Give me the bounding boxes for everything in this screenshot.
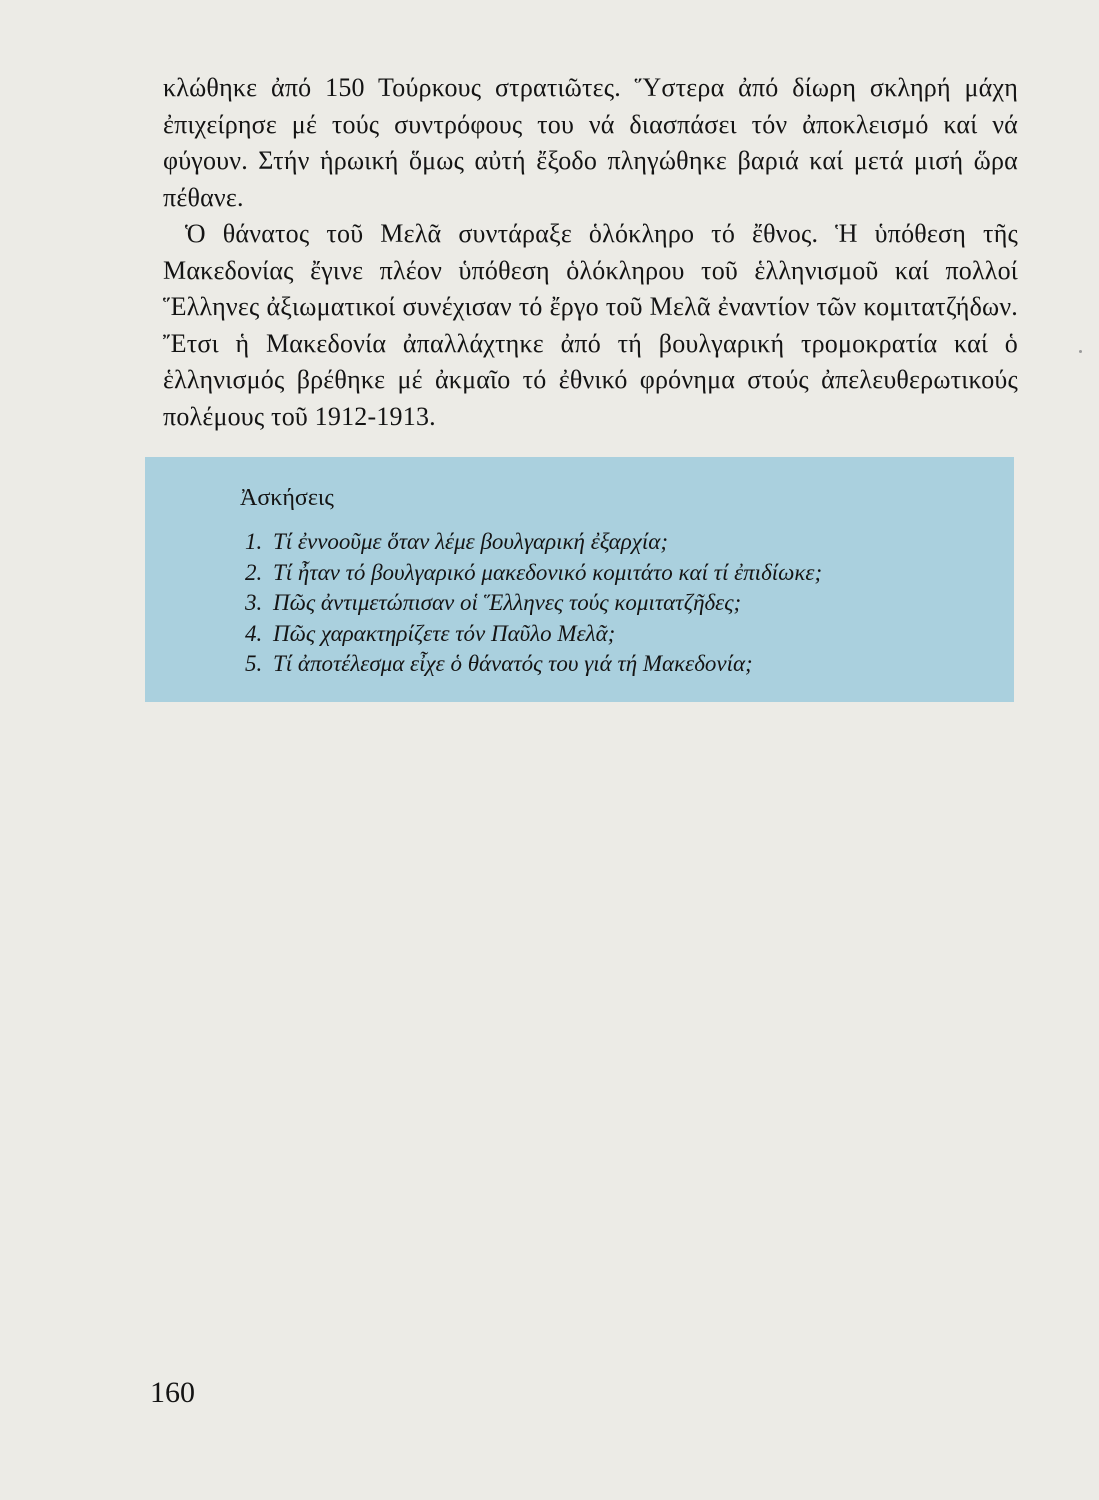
exercise-item	[245, 588, 822, 619]
exercise-text: Πῶς χαρακτηρίζετε τόν Παῦλο Μελᾶ;	[273, 620, 616, 646]
exercise-number: 3.	[245, 590, 263, 615]
exercise-item	[245, 649, 822, 680]
exercise-text: Τί ἀποτέλεσμα εἶχε ὁ θάνατός του γιά τή Μακεδονία;	[273, 651, 753, 676]
exercise-number: 5.	[245, 651, 263, 676]
page-number: 160	[150, 1376, 195, 1409]
exercise-item	[245, 527, 822, 558]
exercises-box	[145, 457, 1014, 702]
ink-speck	[1079, 350, 1082, 353]
paragraph-1: κλώθηκε ἀπό 150 Τούρκους στρατιῶτες. Ὕστερα ἀπό δίωρη σκληρή μάχη ἐπιχείρησε μέ τούς συντρόφους του νά διασπάσει τόν ἀποκλεισμό καί νά φύγουν. Στήν ἡρωική ὅμως αὐτή ἔξοδο πληγώθηκε βαριά καί μετά μισή ὥρα πέθανε.	[163, 73, 1018, 212]
exercise-number: 1.	[245, 529, 263, 554]
exercises-title: Ἀσκήσεις	[240, 485, 334, 511]
body-text	[163, 70, 1018, 435]
exercise-item	[245, 558, 822, 589]
exercises-list	[245, 527, 822, 680]
exercise-item	[245, 619, 822, 650]
exercise-text: Πῶς ἀντιμετώπισαν οἱ Ἕλληνες τούς κομιτατζῆδες;	[273, 590, 742, 615]
paragraph-2: Ὁ θάνατος τοῦ Μελᾶ συντάραξε ὁλόκληρο τό ἔθνος. Ἡ ὑπόθεση τῆς Μακεδονίας ἔγινε πλέον ὑπόθεση ὁλόκληρου τοῦ ἑλληνισμοῦ καί πολλοί Ἕλληνες ἀξιωματικοί συνέχισαν τό ἔργο τοῦ Μελᾶ ἐναντίον τῶν κομιτατζήδων. Ἔτσι ἡ Μακεδονία ἀπαλλάχτηκε ἀπό τή βουλγαρική τρομοκρατία καί ὁ ἑλληνισμός βρέθηκε μέ ἀκμαῖο τό ἐθνικό φρόνημα στούς ἀπελευθερωτικούς πολέμους τοῦ 1912-1913.	[163, 219, 1018, 431]
exercise-text: Τί ἦταν τό βουλγαρικό μακεδονικό κομιτάτο καί τί ἐπιδίωκε;	[273, 559, 823, 585]
exercise-number: 4.	[245, 620, 263, 646]
exercise-text: Τί ἐννοοῦμε ὅταν λέμε βουλγαρική ἐξαρχία;	[273, 529, 669, 554]
exercise-number: 2.	[245, 559, 263, 585]
